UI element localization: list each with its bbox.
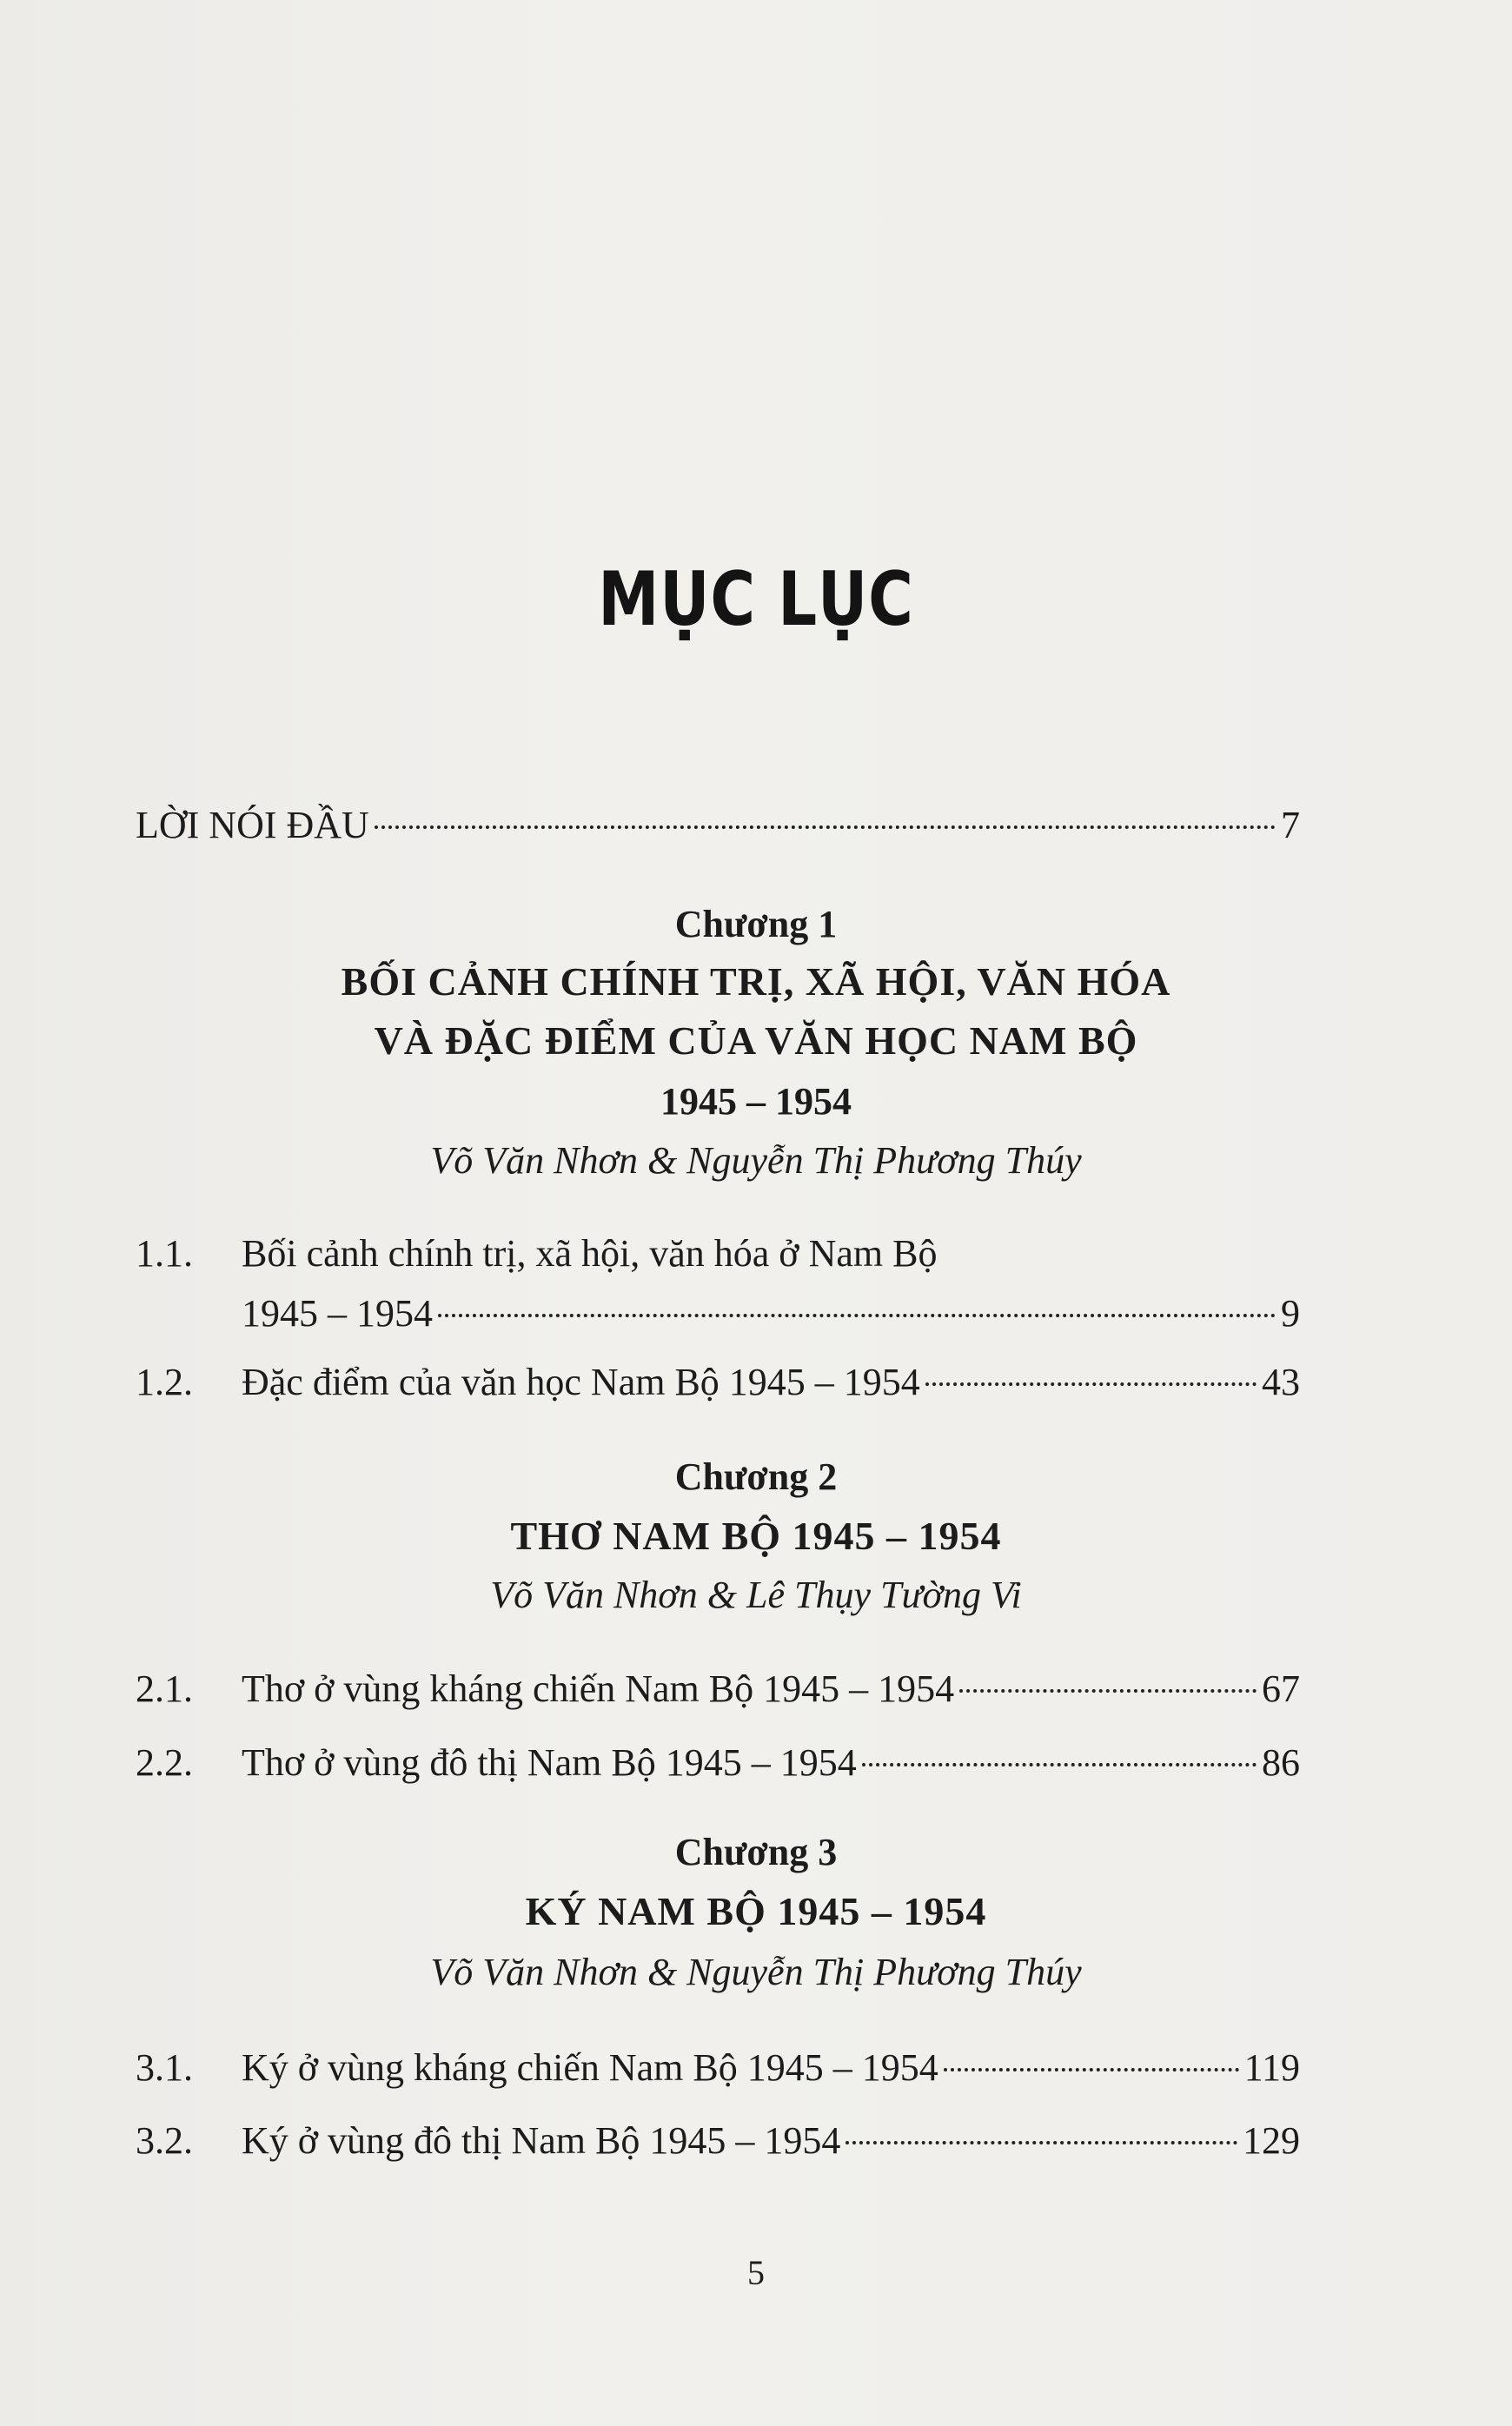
section-number: 1.2. — [136, 1361, 193, 1403]
toc-page-number: 119 — [1243, 2046, 1300, 2089]
chapter-authors: Võ Văn Nhơn & Lê Thụy Tường Vi — [490, 1574, 1022, 1616]
section-title: Ký ở vùng đô thị Nam Bộ 1945 – 1954 — [242, 2119, 841, 2162]
dot-leader — [375, 825, 1276, 829]
toc-page-number: 67 — [1262, 1667, 1300, 1710]
toc-page-number: 7 — [1281, 804, 1300, 846]
toc-entry — [136, 1739, 1300, 1787]
toc-page-number: 43 — [1262, 1361, 1300, 1403]
dot-leader — [846, 2141, 1237, 2144]
dot-leader — [862, 1763, 1257, 1766]
toc-entry-label: LỜI NÓI ĐẦU — [136, 804, 369, 846]
toc-entry-preface — [136, 801, 1300, 850]
chapter-label: Chương 2 — [674, 1455, 838, 1498]
dot-leader — [944, 2068, 1239, 2071]
chapter-title-line: KÝ NAM BỘ 1945 – 1954 — [525, 1889, 987, 1933]
page-number: 5 — [747, 2253, 765, 2292]
toc-page-number: 86 — [1262, 1741, 1300, 1784]
dot-leader — [438, 1314, 1276, 1317]
section-title: Thơ ở vùng kháng chiến Nam Bộ 1945 – 1954 — [242, 1667, 955, 1710]
chapter-label: Chương 3 — [674, 1831, 838, 1873]
toc-entry-continuation — [242, 1289, 1300, 1338]
dot-leader — [925, 1382, 1257, 1386]
chapter-title-line: 1945 – 1954 — [660, 1080, 852, 1123]
section-number: 2.2. — [136, 1741, 193, 1784]
section-number: 2.1. — [136, 1667, 193, 1710]
toc-page-number: 129 — [1243, 2119, 1300, 2162]
chapter-title-line: BỐI CẢNH CHÍNH TRỊ, XÃ HỘI, VĂN HÓA — [341, 959, 1171, 1004]
chapter-authors: Võ Văn Nhơn & Nguyễn Thị Phương Thúy — [430, 1951, 1082, 1993]
toc-entry — [136, 1665, 1300, 1713]
section-title: Ký ở vùng kháng chiến Nam Bộ 1945 – 1954 — [242, 2046, 938, 2089]
toc-entry — [136, 2117, 1300, 2165]
toc-page-number: 9 — [1281, 1292, 1300, 1335]
dot-leader — [959, 1689, 1257, 1693]
toc-entry — [136, 2044, 1300, 2092]
toc-entry — [136, 1230, 1300, 1278]
section-number: 3.1. — [136, 2046, 193, 2089]
section-title: Thơ ở vùng đô thị Nam Bộ 1945 – 1954 — [242, 1741, 857, 1784]
section-number: 3.2. — [136, 2119, 193, 2162]
chapter-label: Chương 1 — [674, 903, 838, 945]
chapter-title-line: THƠ NAM BỘ 1945 – 1954 — [510, 1514, 1002, 1558]
chapter-authors: Võ Văn Nhơn & Nguyễn Thị Phương Thúy — [430, 1139, 1082, 1182]
page-title: MỤC LỤC — [598, 556, 914, 643]
section-title: Bối cảnh chính trị, xã hội, văn hóa ở Nam Bộ — [242, 1232, 938, 1275]
chapter-title-line: VÀ ĐẶC ĐIỂM CỦA VĂN HỌC NAM BỘ — [374, 1018, 1138, 1063]
toc-entry — [136, 1358, 1300, 1407]
section-title-cont: 1945 – 1954 — [242, 1292, 433, 1335]
section-number: 1.1. — [136, 1232, 193, 1275]
section-title: Đặc điểm của văn học Nam Bộ 1945 – 1954 — [242, 1361, 920, 1403]
